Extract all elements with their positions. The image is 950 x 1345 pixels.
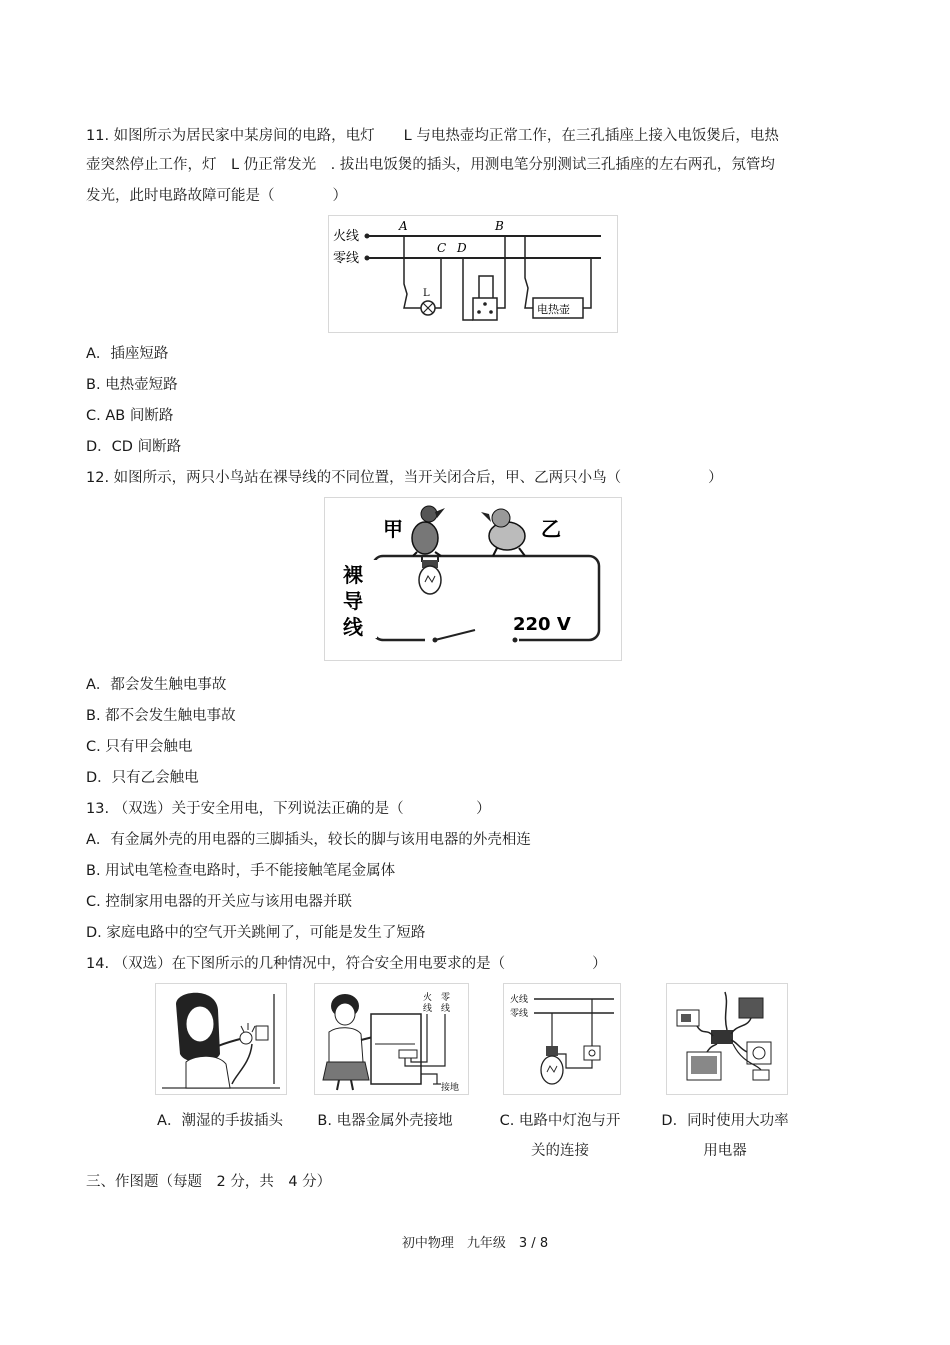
q13-option-a: A．有金属外壳的用电器的三脚插头，较长的脚与该用电器的外壳相连	[86, 832, 531, 848]
q12-birds-figure	[324, 497, 622, 661]
section-3-heading: 三、作图题（每题 2 分，共 4 分）	[86, 1174, 332, 1190]
lamp-l-label: L	[423, 288, 430, 299]
q14-figure-d	[666, 983, 788, 1095]
q11-option-b: B. 电热壶短路	[86, 377, 178, 393]
hand-icon	[240, 1032, 252, 1044]
bulb-icon	[419, 566, 441, 594]
fig-b-ground-label: 接地	[441, 1083, 460, 1093]
q11-stem-line1: 11. 如图所示为居民家中某房间的电路，电灯 L 与电热壶均正常工作，在三孔插座上接入电饭煲后，电热	[86, 128, 779, 144]
q14-caption-c-line2: 关的连接	[531, 1143, 589, 1159]
point-a-label: A	[399, 219, 408, 233]
q13-stem: 13. （双选）关于安全用电，下列说法正确的是（ ）	[86, 801, 491, 817]
wire-label-2: 导	[343, 589, 363, 613]
wire-label-1: 裸	[343, 563, 363, 587]
q14-stem: 14. （双选）在下图所示的几种情况中，符合安全用电要求的是（ ）	[86, 956, 607, 972]
power-strip-icon	[711, 1030, 733, 1044]
q12-option-d: D．只有乙会触电	[86, 770, 199, 786]
neutral-wire-label: 零线	[333, 251, 360, 266]
q13-option-d: D. 家庭电路中的空气开关跳闸了，可能是发生了短路	[86, 925, 426, 941]
point-c-label: C	[437, 241, 447, 255]
point-d-label: D	[457, 241, 467, 255]
q12-option-a: A．都会发生触电事故	[86, 677, 227, 693]
three-hole-socket-icon	[473, 298, 497, 320]
q11-option-c: C. AB 间断路	[86, 408, 174, 424]
q11-stem-line3: 发光，此时电路故障可能是（ ）	[86, 188, 347, 204]
q14-caption-c-line1: C. 电路中灯泡与开	[499, 1113, 621, 1129]
bird-jia-label: 甲	[383, 517, 403, 541]
kettle-label: 电热壶	[537, 303, 570, 316]
wall-socket-icon	[256, 1026, 268, 1040]
appliance-2-icon	[739, 998, 763, 1018]
bird-yi-icon	[481, 509, 525, 556]
point-b-label: B	[495, 219, 504, 233]
appliance-3-icon	[747, 1042, 771, 1064]
q12-stem: 12. 如图所示，两只小鸟站在裸导线的不同位置，当开关闭合后，甲、乙两只小鸟（ ）	[86, 470, 723, 486]
q11-option-d: D．CD 间断路	[86, 439, 182, 455]
q14-figure-c	[503, 983, 621, 1095]
q13-option-c: C. 控制家用电器的开关应与该用电器并联	[86, 894, 352, 910]
fig-b-wire-label-1: 线	[423, 1004, 433, 1014]
wire-label-3: 线	[343, 615, 363, 639]
wall-switch-icon	[584, 1046, 600, 1060]
fig-b-neutral-label: 零	[441, 993, 451, 1003]
fig-c-bulb-icon	[541, 1056, 563, 1084]
q11-circuit-figure	[328, 215, 618, 333]
fig-c-neutral-label: 零线	[510, 1009, 529, 1019]
q14-figure-b	[314, 983, 469, 1095]
live-wire-label: 火线	[333, 229, 360, 244]
voltage-label: 220 V	[513, 614, 571, 635]
q12-option-b: B. 都不会发生触电事故	[86, 708, 236, 724]
q14-figure-a	[155, 983, 287, 1095]
q14-caption-d-line1: D．同时使用大功率	[661, 1113, 789, 1129]
q14-caption-a: A．潮湿的手拔插头	[157, 1113, 283, 1129]
fig-b-wire-label-2: 线	[441, 1004, 451, 1014]
q12-option-c: C. 只有甲会触电	[86, 739, 193, 755]
fig-b-live-label: 火	[423, 993, 433, 1003]
q11-option-a: A．插座短路	[86, 346, 169, 362]
q14-caption-b: B. 电器金属外壳接地	[317, 1113, 453, 1129]
q14-caption-d-line2: 用电器	[703, 1143, 747, 1159]
q13-option-b: B. 用试电笔检查电路时，手不能接触笔尾金属体	[86, 863, 396, 879]
fig-c-live-label: 火线	[510, 995, 529, 1005]
bird-jia-icon	[412, 506, 445, 556]
appliance-casing-icon	[371, 1014, 421, 1084]
page-footer: 初中物理 九年级 3 / 8	[401, 1236, 549, 1251]
woman-skirt-icon	[323, 1062, 369, 1080]
bird-yi-label: 乙	[541, 517, 561, 541]
q11-stem-line2: 壶突然停止工作，灯 L 仍正常发光 . 拔出电饭煲的插头，用测电笔分别测试三孔插座的左右两孔，氖管均	[86, 157, 775, 173]
